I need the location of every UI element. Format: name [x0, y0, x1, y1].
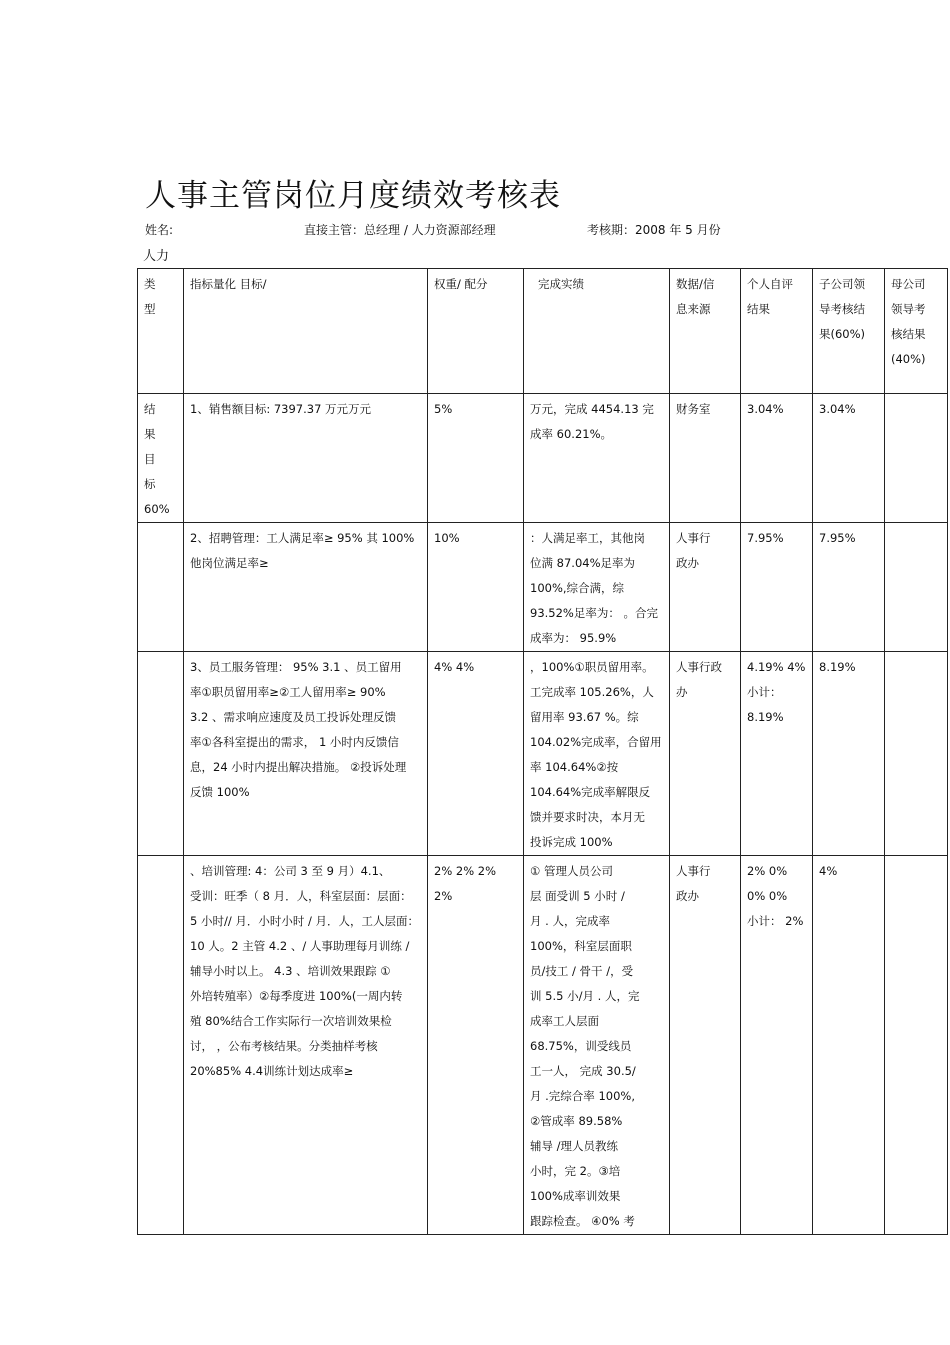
row-self-eval: 2% 0% 0% 0% 小计： 2%: [741, 856, 813, 1235]
row-source: 财务室: [670, 394, 741, 523]
row-parent-leader: [885, 856, 948, 1235]
period-text: 考核期：2008 年 5 月份: [587, 223, 721, 237]
header-weight: 权重/ 配分: [428, 269, 524, 394]
row-type: 结 果 目 标 60%: [138, 394, 184, 523]
table-row: [138, 523, 948, 652]
row-indicator: 2、招聘管理：工人满足率≥ 95% 其 100% 他岗位满足率≥: [184, 523, 428, 652]
page-title: 人事主管岗位月度绩效考核表: [145, 178, 561, 214]
table-row: [138, 856, 948, 1235]
header-type: 类 型: [138, 269, 184, 394]
row-weight: 10%: [428, 523, 524, 652]
header-parent-leader: 母公司 领导考 核结果 (40%): [885, 269, 948, 394]
row-self-eval: 7.95%: [741, 523, 813, 652]
row-achievement: 万元，完成 4454.13 完 成率 60.21%。: [524, 394, 670, 523]
row-achievement: ，100%①职员留用率。 工完成率 105.26%，人 留用率 93.67 %。综 104.02%完成率，合留用 率 104.64%②按 104.64%完成率解限反 馈并要求时决，本月无 投诉完成 100%: [524, 652, 670, 856]
row-source: 人事行政 办: [670, 652, 741, 856]
row-parent-leader: [885, 394, 948, 523]
row-type: [138, 523, 184, 652]
row-type: [138, 652, 184, 856]
table-row: [138, 394, 948, 523]
row-source: 人事行 政办: [670, 856, 741, 1235]
department-label: 人力: [143, 249, 170, 264]
row-indicator: 、培训管理: 4：公司 3 至 9 月）4.1、 受训：旺季（ 8 月．人，科室层面：层面： 5 小时// 月．小时小时 / 月．人，工人层面： 10 人。2 主管 4.2 、/ 人事助理每月训练 / 辅导小时以上。 4.3 、培训效果跟踪 ① 外培转殖率）②每季度进 100%(一周内转 殖 80%结合工作实际行一次培训效果检 讨， ，公布考核结果。分类抽样考核 20%85% 4.4训练计划达成率≥: [184, 856, 428, 1235]
row-sub-leader: 8.19%: [813, 652, 885, 856]
row-source: 人事行 政办: [670, 523, 741, 652]
row-parent-leader: [885, 523, 948, 652]
assessment-table: [137, 268, 948, 1235]
name-label: 姓名:: [145, 223, 174, 237]
header-indicator: 指标量化 目标/: [184, 269, 428, 394]
header-self-eval: 个人自评 结果: [741, 269, 813, 394]
header-row: [138, 269, 948, 394]
table-row: [138, 652, 948, 856]
row-weight: 4% 4%: [428, 652, 524, 856]
row-weight: 5%: [428, 394, 524, 523]
header-source: 数据/信 息来源: [670, 269, 741, 394]
header-achievement: 完成实绩: [524, 269, 670, 394]
row-weight: 2% 2% 2% 2%: [428, 856, 524, 1235]
row-achievement: ：人满足率工，其他岗 位满 87.04%足率为 100%,综合满，综 93.52%足率为： 。合完 成率为： 95.9%: [524, 523, 670, 652]
header-sub-leader: 子公司领 导考核结 果(60%): [813, 269, 885, 394]
row-sub-leader: 3.04%: [813, 394, 885, 523]
row-sub-leader: 7.95%: [813, 523, 885, 652]
row-indicator: 3、员工服务管理： 95% 3.1 、员工留用 率①职员留用率≥②工人留用率≥ 90% 3.2 、需求响应速度及员工投诉处理反馈 率①各科室提出的需求， 1 小时内反馈信 息，24 小时内提出解决措施。 ②投诉处理 反馈 100%: [184, 652, 428, 856]
row-self-eval: 3.04%: [741, 394, 813, 523]
row-sub-leader: 4%: [813, 856, 885, 1235]
row-parent-leader: [885, 652, 948, 856]
supervisor-text: 直接主管：总经理 / 人力资源部经理: [304, 223, 496, 237]
row-achievement: ① 管理人员公司 层 面受训 5 小时 / 月 . 人，完成率 100%，科室层面职 员/技工 / 骨干 /，受 训 5.5 小/月 . 人，完 成率工人层面 68.75%，训受线员 工一人， 完成 30.5/ 月 .完综合率 100%, ②管成率 89.58% 辅导 /理人员教练 小时，完 2。③培 100%成率训效果 跟踪检查。 ④0% 考: [524, 856, 670, 1235]
row-type: [138, 856, 184, 1235]
row-self-eval: 4.19% 4% 小计： 8.19%: [741, 652, 813, 856]
row-indicator: 1、销售额目标: 7397.37 万元万元: [184, 394, 428, 523]
